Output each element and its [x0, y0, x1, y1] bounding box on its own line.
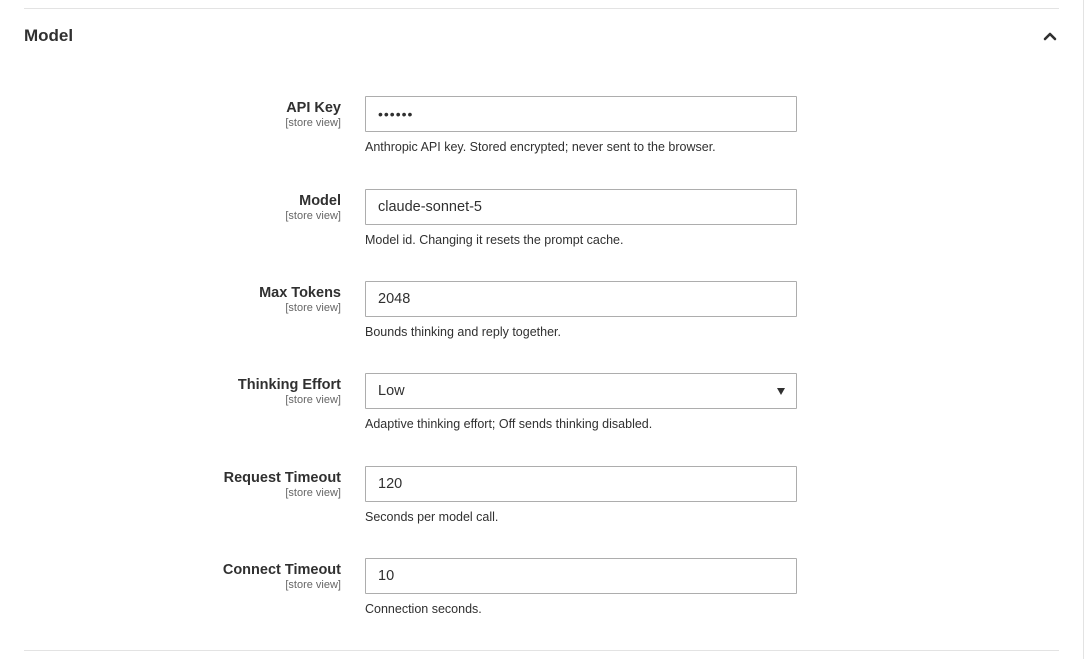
label-group	[0, 376, 341, 407]
max-tokens-note: Bounds thinking and reply together.	[365, 325, 561, 339]
scope-label: [store view]	[285, 579, 341, 591]
scope-label: [store view]	[285, 487, 341, 499]
section-top-divider	[24, 8, 1059, 9]
label-group	[0, 561, 341, 592]
label-group	[0, 469, 341, 500]
thinking-effort-select[interactable]	[365, 373, 797, 409]
request-timeout-value: 120	[378, 476, 403, 492]
request-timeout-input[interactable]	[365, 466, 797, 502]
connect-timeout-value: 10	[378, 568, 395, 584]
model-note: Model id. Changing it resets the prompt cache.	[365, 233, 624, 247]
scope-label: [store view]	[285, 210, 341, 222]
caret-down-icon	[777, 388, 785, 395]
thinking-effort-label: Thinking Effort	[237, 377, 341, 393]
scope-label: [store view]	[285, 302, 341, 314]
chevron-up-icon[interactable]	[1041, 27, 1059, 45]
scope-label: [store view]	[285, 394, 341, 406]
label-group	[0, 99, 341, 130]
model-value: claude-sonnet-5	[378, 199, 482, 215]
label-group	[0, 192, 341, 223]
label-group	[0, 284, 341, 315]
api-key-value: ••••••	[378, 106, 414, 122]
max-tokens-label: Max Tokens	[259, 285, 341, 301]
connect-timeout-label: Connect Timeout	[222, 562, 341, 578]
thinking-effort-value: Low	[378, 383, 405, 399]
model-label: Model	[299, 193, 341, 209]
section-title: Model	[24, 26, 74, 45]
request-timeout-label: Request Timeout	[223, 470, 341, 486]
api-key-label: API Key	[286, 100, 341, 116]
scope-label: [store view]	[285, 117, 341, 129]
model-section-header[interactable]	[24, 20, 1059, 52]
connect-timeout-input[interactable]	[365, 558, 797, 594]
model-input[interactable]	[365, 189, 797, 225]
section-bottom-divider	[24, 650, 1059, 651]
max-tokens-value: 2048	[378, 291, 411, 307]
thinking-effort-note: Adaptive thinking effort; Off sends thinking disabled.	[365, 417, 653, 431]
max-tokens-input[interactable]	[365, 281, 797, 317]
api-key-note: Anthropic API key. Stored encrypted; never sent to the browser.	[365, 140, 716, 154]
request-timeout-note: Seconds per model call.	[365, 510, 499, 524]
api-key-input[interactable]	[365, 96, 797, 132]
connect-timeout-note: Connection seconds.	[365, 602, 482, 616]
